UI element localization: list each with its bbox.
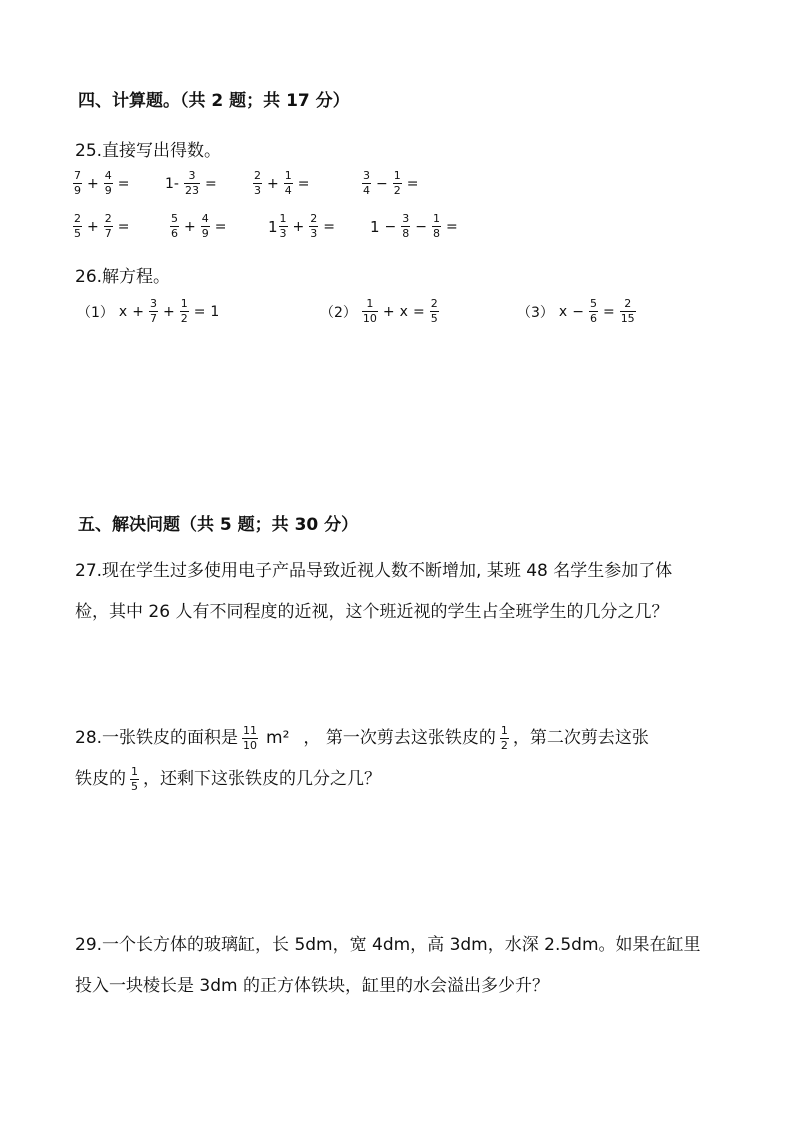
fraction: $\frac{3}{8}$ xyxy=(402,212,410,240)
fraction: $\frac{3}{7}$ xyxy=(149,297,157,325)
q25-r1-e1: $\frac{7}{9}$ + $\frac{4}{9}$ = xyxy=(74,169,130,197)
unit-label: m² xyxy=(266,728,290,748)
q27-line-1: 27.现在学生过多使用电子产品导致近视人数不断增加, 某班 48 名学生参加了体 xyxy=(75,561,673,581)
fraction: $\frac{1}{2}$ xyxy=(393,169,401,197)
q26-equation-3: （3） x − $\frac{5}{6}$ = $\frac{2}{15}$ xyxy=(517,297,635,325)
fraction: $\frac{1}{8}$ xyxy=(433,212,441,240)
section-5-heading: 五、解决问题（共 5 题；共 30 分） xyxy=(78,515,359,535)
q25-r2-e3: 1 $\frac{1}{3}$ + $\frac{2}{3}$ = xyxy=(268,212,336,240)
fraction: $\frac{1}{5}$ xyxy=(131,764,138,793)
fraction: $\frac{2}{7}$ xyxy=(104,212,112,240)
fraction: $\frac{2}{5}$ xyxy=(74,212,81,240)
q26-equation-2: （2） $\frac{1}{10}$ + x = $\frac{2}{5}$ xyxy=(320,297,438,325)
fraction: $\frac{7}{9}$ xyxy=(74,169,81,197)
q25-r2-e2: $\frac{5}{6}$ + $\frac{4}{9}$ = xyxy=(171,212,227,240)
mixed-number: 1 $\frac{1}{3}$ xyxy=(268,212,287,240)
fraction: $\frac{2}{3}$ xyxy=(254,169,261,197)
fraction: $\frac{1}{2}$ xyxy=(500,723,508,752)
q26-prompt: 26.解方程。 xyxy=(75,267,171,287)
fraction: $\frac{5}{6}$ xyxy=(171,212,178,240)
q25-prompt: 25.直接写出得数。 xyxy=(75,141,222,161)
q25-r2-e1: $\frac{2}{5}$ + $\frac{2}{7}$ = xyxy=(74,212,130,240)
fraction: $\frac{1}{4}$ xyxy=(284,169,292,197)
fraction: $\frac{5}{6}$ xyxy=(589,297,597,325)
q26-equation-1: （1） x + $\frac{3}{7}$ + $\frac{1}{2}$ = 1 xyxy=(77,297,220,325)
q25-r1-e2: 1- $\frac{3}{23}$ = xyxy=(165,169,217,197)
fraction: $\frac{2}{15}$ xyxy=(620,297,635,325)
q28-line-1: 28.一张铁皮的面积是 $\frac{11}{10}$ m² ， 第一次剪去这张铁皮的 $\frac{1}{2}$ ，第二次剪去这张 xyxy=(75,718,649,758)
fraction: $\frac{2}{3}$ xyxy=(310,212,318,240)
fraction: $\frac{2}{5}$ xyxy=(430,297,438,325)
fraction: $\frac{4}{9}$ xyxy=(104,169,112,197)
section-4-heading: 四、计算题。（共 2 题；共 17 分） xyxy=(78,91,350,111)
fraction: $\frac{4}{9}$ xyxy=(201,212,209,240)
fraction: $\frac{1}{2}$ xyxy=(180,297,188,325)
q25-r1-e3: $\frac{2}{3}$ + $\frac{1}{4}$ = xyxy=(254,169,310,197)
fraction: $\frac{1}{3}$ xyxy=(279,212,287,240)
q29-line-2: 投入一块棱长是 3dm 的正方体铁块，缸里的水会溢出多少升？ xyxy=(75,976,549,996)
q28-line-2: 铁皮的 $\frac{1}{5}$ ，还剩下这张铁皮的几分之几？ xyxy=(75,764,381,793)
fraction: $\frac{3}{4}$ xyxy=(363,169,370,197)
q25-r1-e4: $\frac{3}{4}$ − $\frac{1}{2}$ = xyxy=(363,169,419,197)
fraction: $\frac{3}{23}$ xyxy=(184,169,199,197)
fraction: $\frac{1}{10}$ xyxy=(362,297,377,325)
q27-line-2: 检，其中 26 人有不同程度的近视，这个班近视的学生占全班学生的几分之几？ xyxy=(75,602,669,622)
q25-r2-e4: 1 − $\frac{3}{8}$ − $\frac{1}{8}$ = xyxy=(370,212,458,240)
q29-line-1: 29.一个长方体的玻璃缸，长 5dm，宽 4dm，高 3dm，水深 2.5dm。如果在缸里 xyxy=(75,935,701,955)
fraction: $\frac{11}{10}$ xyxy=(243,723,258,752)
